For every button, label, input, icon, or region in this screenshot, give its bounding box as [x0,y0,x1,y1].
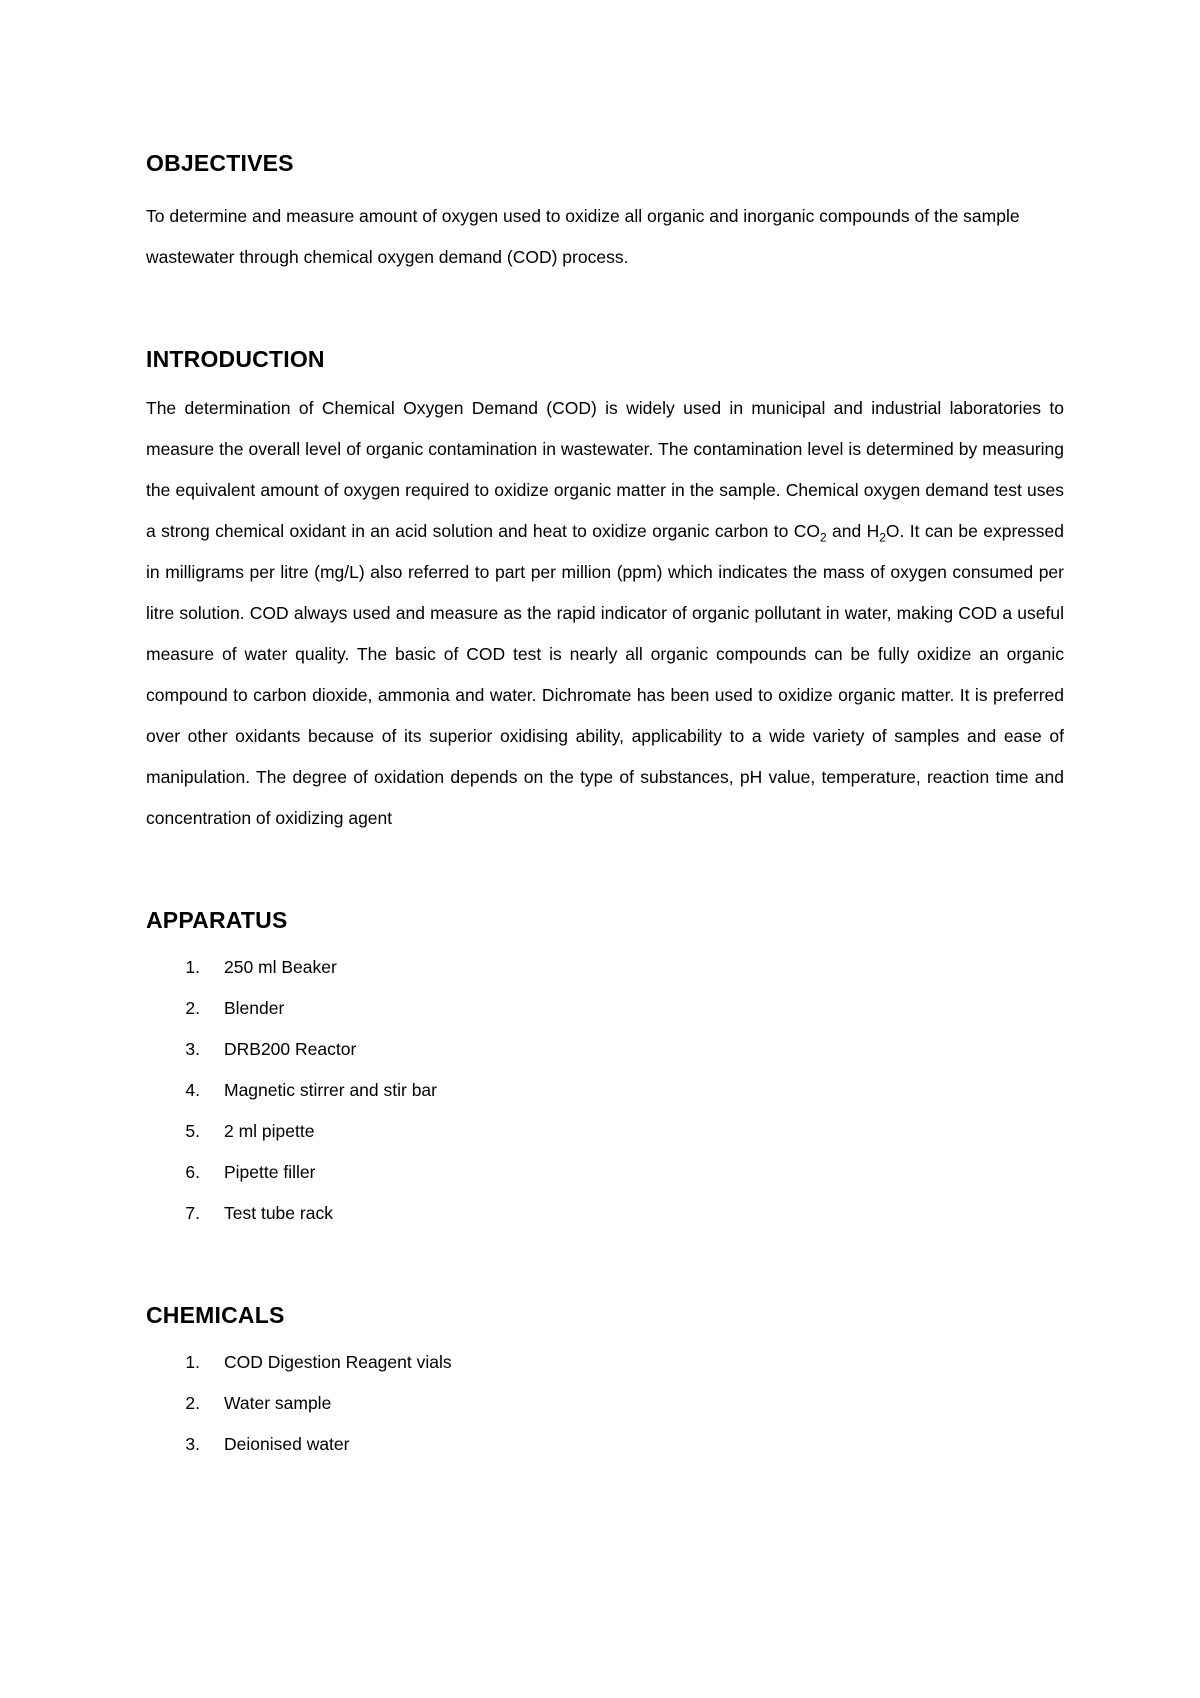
list-item [146,1383,1064,1424]
list-item-label: Blender [224,998,285,1018]
list-item [146,1342,1064,1383]
chemicals-list [146,1342,1064,1465]
h2o-subscript: 2 [879,530,886,545]
apparatus-heading: APPARATUS [146,907,288,933]
list-number: 5. [185,1121,200,1141]
list-number: 6. [185,1162,200,1182]
list-number: 4. [185,1080,200,1100]
list-number: 2. [185,1393,200,1413]
list-number: 2. [185,998,200,1018]
introduction-text-part2: and H [826,521,880,541]
introduction-text [146,388,1064,839]
document-content [146,146,1064,1465]
list-item [146,988,1064,1029]
list-number: 3. [185,1434,200,1454]
introduction-heading: INTRODUCTION [146,346,325,372]
list-item [146,1029,1064,1070]
list-item [146,1152,1064,1193]
list-item [146,1424,1064,1465]
co2-subscript: 2 [819,530,827,545]
list-item-label: Magnetic stirrer and stir bar [224,1080,437,1100]
list-number: 7. [185,1203,200,1223]
list-item [146,1070,1064,1111]
chemicals-heading: CHEMICALS [146,1302,285,1328]
list-number: 3. [185,1039,200,1059]
apparatus-list [146,947,1064,1234]
introduction-text-part1: The determination of Chemical Oxygen Demand (COD) is widely used in municipal and industrial laboratories to measure the overall level of organic contamination in wastewater. The contamination level is determined by measuring the equivalent amount of oxygen required to oxidize organic matter in the sample. Chemical oxygen demand test uses a strong chemical oxidant in an acid solution and heat to oxidize organic carbon to CO [146,398,1064,541]
list-number: 1. [185,1352,200,1372]
list-item [146,947,1064,988]
list-item-label: 2 ml pipette [224,1121,315,1141]
list-item-label: Water sample [224,1393,332,1413]
list-item [146,1111,1064,1152]
list-item-label: Deionised water [224,1434,350,1454]
objectives-heading: OBJECTIVES [146,150,294,176]
list-item-label: DRB200 Reactor [224,1039,357,1059]
list-item-label: 250 ml Beaker [224,957,337,977]
list-number: 1. [185,957,200,977]
list-item-label: Pipette filler [224,1162,316,1182]
list-item-label: COD Digestion Reagent vials [224,1352,452,1372]
introduction-text-part3: O. It can be expressed in milligrams per litre (mg/L) also referred to part per million (ppm) which indicates the mass of oxygen consumed per litre solution. COD always used and measure as the rapid indicator of organic pollutant in water, making COD a useful measure of water quality. The basic of COD test is nearly all organic compounds can be fully oxidize an organic compound to carbon dioxide, ammonia and water. Dichromate has been used to oxidize organic matter. It is preferred over other oxidants because of its superior oxidising ability, applicability to a wide variety of samples and ease of manipulation. The degree of oxidation depends on the type of substances, pH value, temperature, reaction time and concentration of oxidizing agent [146,521,1064,828]
list-item [146,1193,1064,1234]
list-item-label: Test tube rack [224,1203,333,1223]
objectives-text: To determine and measure amount of oxygen used to oxidize all organic and inorganic compounds of the sample wastewater through chemical oxygen demand (COD) process. [146,206,1020,267]
